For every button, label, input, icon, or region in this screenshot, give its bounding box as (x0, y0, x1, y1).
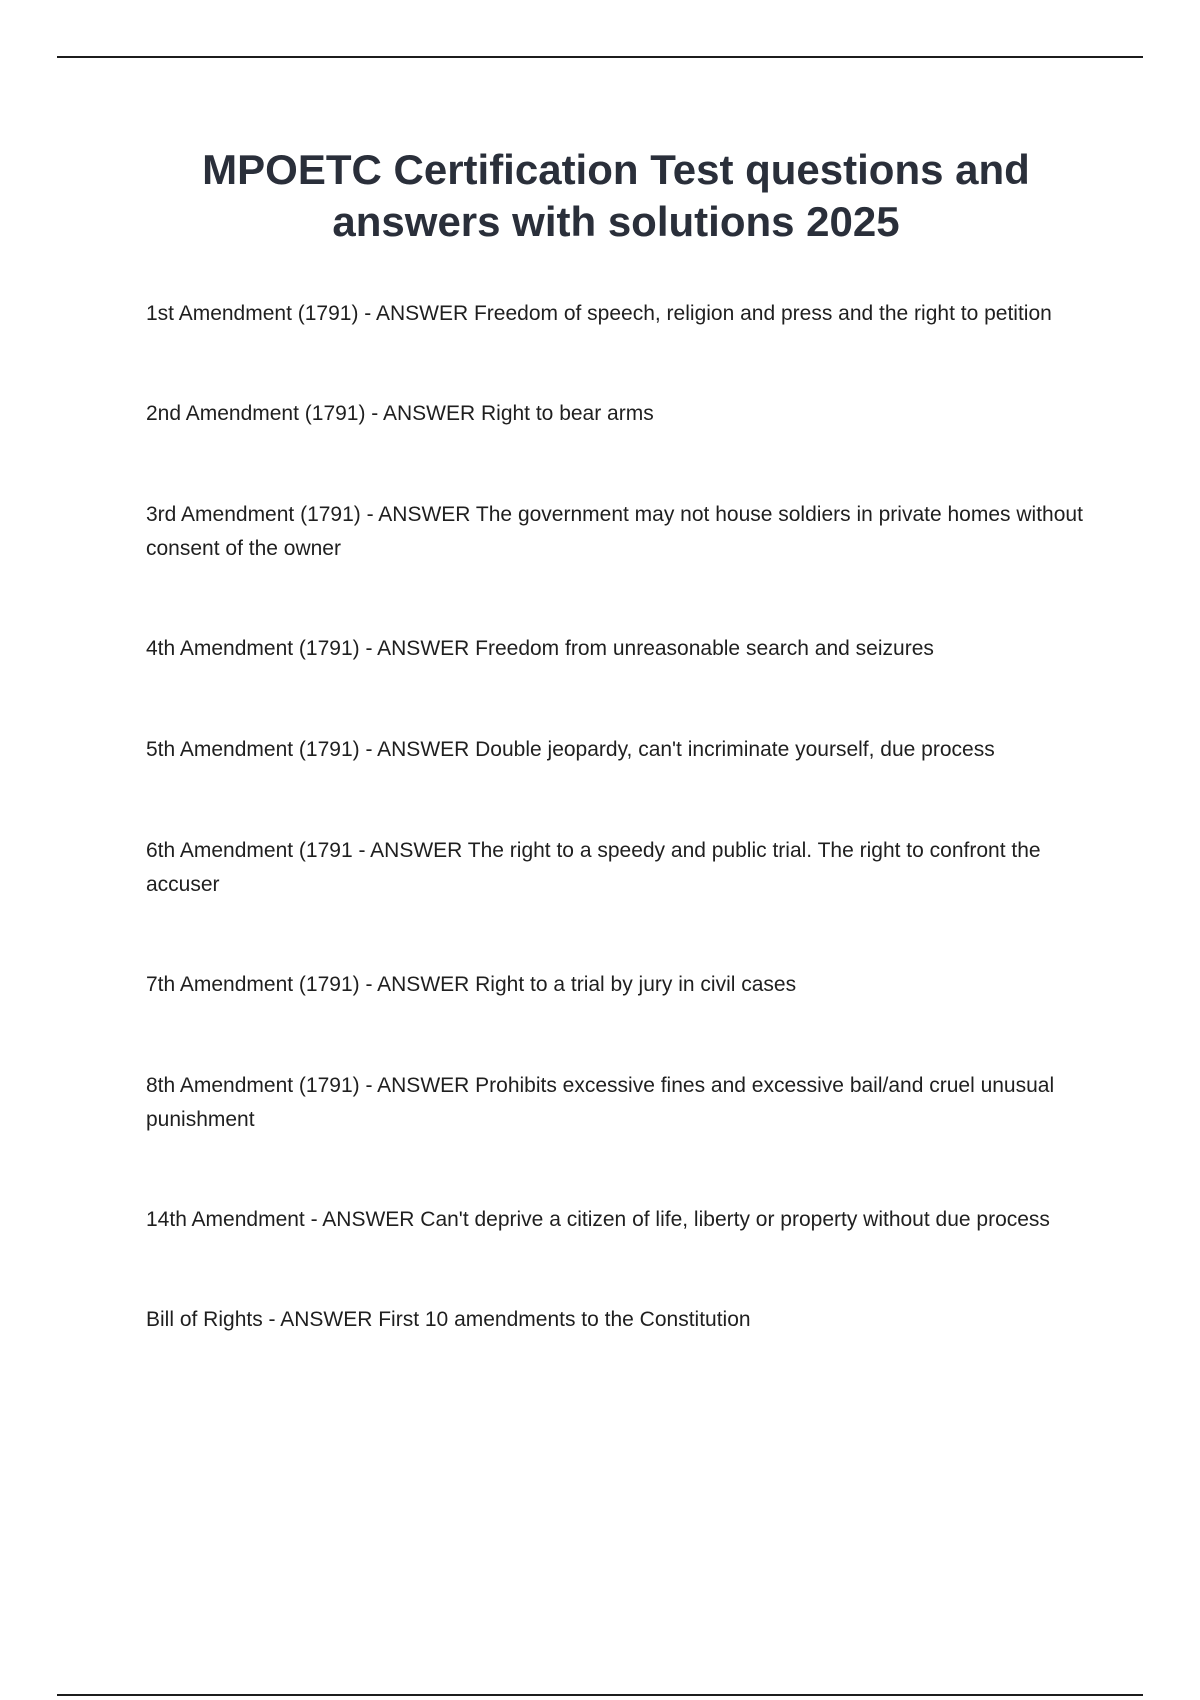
qa-item: 5th Amendment (1791) - ANSWER Double jeopardy, can't incriminate yourself, due process (146, 738, 995, 761)
bottom-divider (57, 1694, 1143, 1696)
page-title: MPOETC Certification Test questions and answers with solutions 2025 (202, 146, 1030, 245)
qa-item: 6th Amendment (1791 - ANSWER The right to a speedy and public trial. The right to confront the accuser (146, 839, 1041, 896)
qa-item: 4th Amendment (1791) - ANSWER Freedom from unreasonable search and seizures (146, 637, 934, 660)
qa-item: 14th Amendment - ANSWER Can't deprive a citizen of life, liberty or property without due process (146, 1208, 1050, 1231)
qa-item: 8th Amendment (1791) - ANSWER Prohibits excessive fines and excessive bail/and cruel unusual punishment (146, 1074, 1055, 1131)
qa-item: 2nd Amendment (1791) - ANSWER Right to bear arms (146, 402, 654, 425)
qa-item: 7th Amendment (1791) - ANSWER Right to a trial by jury in civil cases (146, 973, 797, 996)
top-divider (57, 56, 1143, 58)
qa-item: 3rd Amendment (1791) - ANSWER The government may not house soldiers in private homes without consent of the owner (146, 503, 1083, 560)
qa-item: Bill of Rights - ANSWER First 10 amendments to the Constitution (146, 1308, 751, 1331)
qa-list (146, 297, 1096, 1404)
qa-item: 1st Amendment (1791) - ANSWER Freedom of speech, religion and press and the right to petition (146, 302, 1052, 325)
